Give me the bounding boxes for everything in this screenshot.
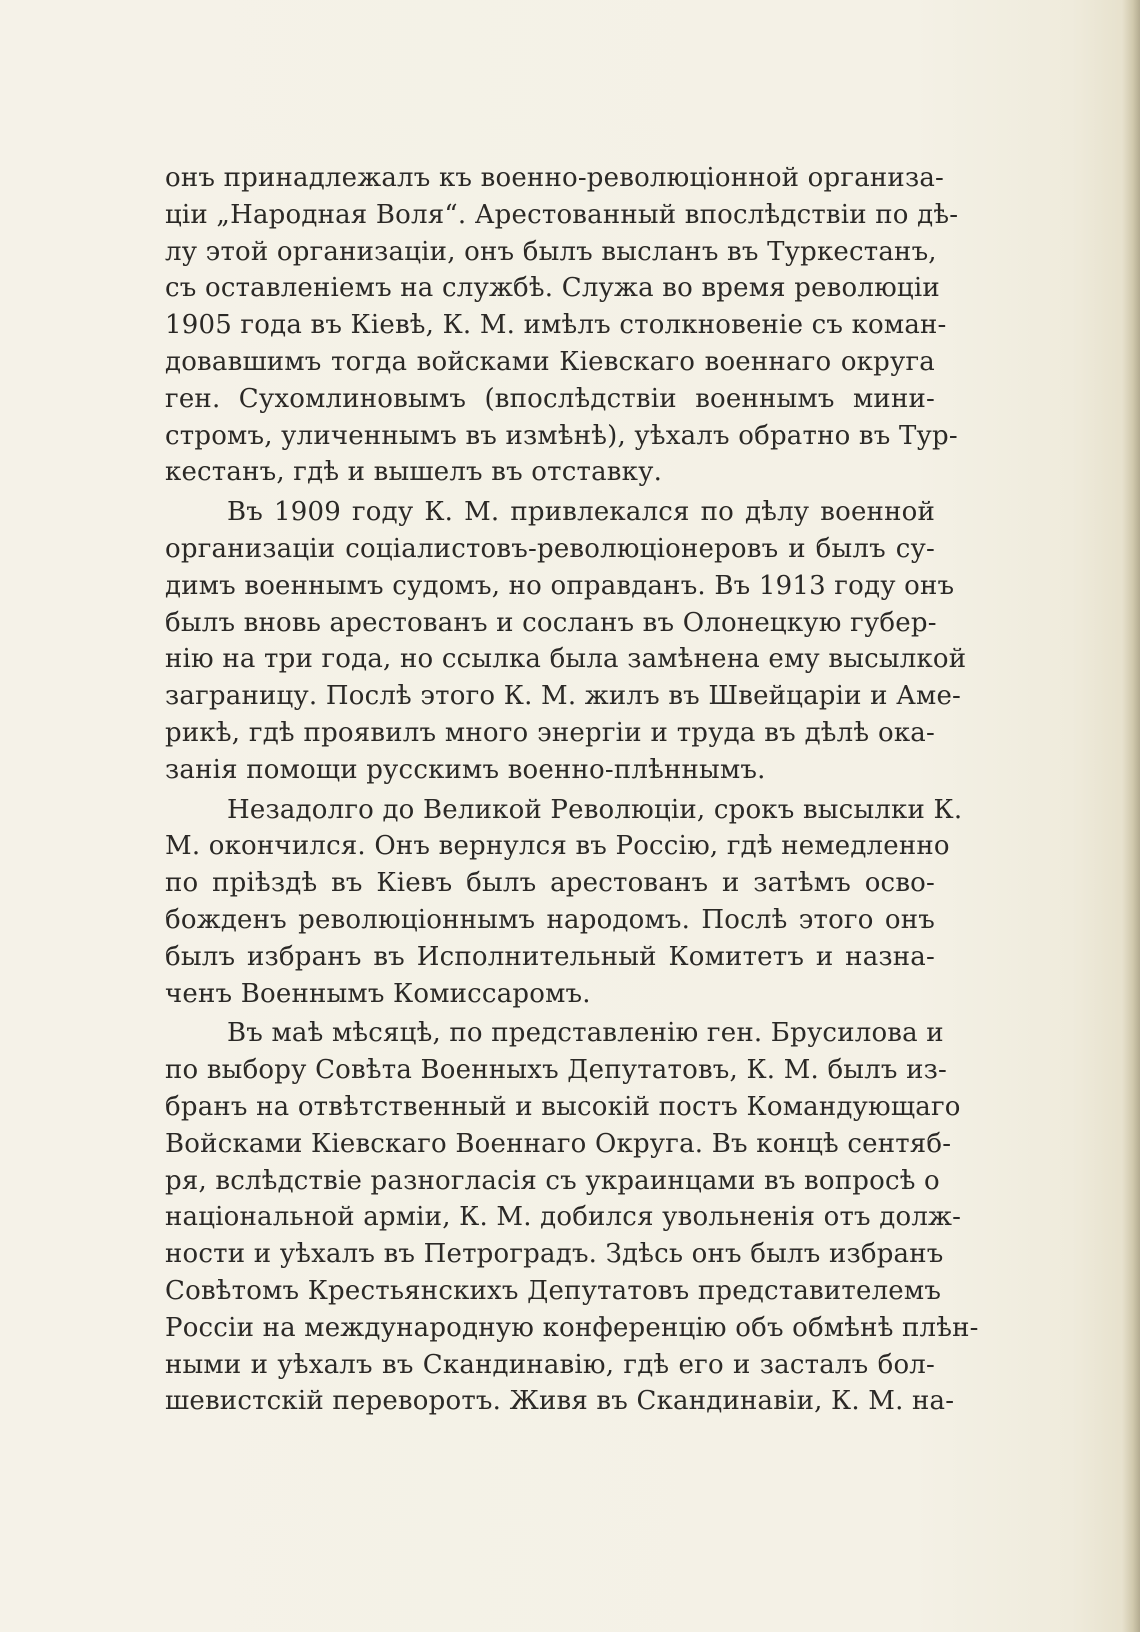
text-line: ченъ Военнымъ Комиссаромъ. <box>165 978 591 1009</box>
text-line: ными и уѣхалъ въ Скандинавію, гдѣ его и засталъ бол- <box>165 1349 935 1380</box>
text-line: бранъ на отвѣтственный и высокій постъ Командующаго <box>165 1091 961 1122</box>
text-line: по выбору Совѣта Военныхъ Депутатовъ, К. М. былъ из- <box>165 1055 948 1086</box>
text-line: занія помощи русскимъ военно-плѣннымъ. <box>165 754 766 785</box>
text-line: ности и уѣхалъ въ Петроградъ. Здѣсь онъ былъ избранъ <box>165 1239 944 1270</box>
text-line: довавшимъ тогда войсками Кіевскаго военнаго округа <box>165 346 935 377</box>
text-line: съ оставленіемъ на службѣ. Служа во время революціи <box>165 273 940 304</box>
text-line: по пріѣздѣ въ Кіевъ былъ арестованъ и затѣмъ осво- <box>165 868 935 899</box>
paragraph-4 <box>165 1015 979 1420</box>
text-line: димъ военнымъ судомъ, но оправданъ. Въ 1913 году онъ <box>165 570 955 601</box>
page-edge-shadow <box>1122 0 1140 1632</box>
text-line: ціи „Народная Воля“. Арестованный впослѣдствіи по дѣ- <box>165 199 959 230</box>
text-line: рикѣ, гдѣ проявилъ много энергіи и труда въ дѣлѣ ока- <box>165 717 935 748</box>
text-line: организаціи соціалистовъ-революціонеровъ и былъ су- <box>165 533 935 564</box>
text-line: Въ маѣ мѣсяцѣ, по представленію ген. Брусилова и <box>227 1018 944 1049</box>
text-line: лу этой организаціи, онъ былъ высланъ въ Туркестанъ, <box>165 236 937 267</box>
text-line: ген. Сухомлиновымъ (впослѣдствіи военнымъ мини- <box>165 383 935 414</box>
text-line: стромъ, уличеннымъ въ измѣнѣ), уѣхалъ обратно въ Тур- <box>165 420 958 451</box>
text-line: былъ избранъ въ Исполнительный Комитетъ и назна- <box>165 941 935 972</box>
paragraph-2 <box>165 494 967 788</box>
text-line: 1905 года въ Кіевѣ, К. М. имѣлъ столкновеніе съ коман- <box>165 310 947 341</box>
text-line: былъ вновь арестованъ и сосланъ въ Олонецкую губер- <box>165 607 937 638</box>
text-line: онъ принадлежалъ къ военно-революціонной организа- <box>165 163 945 193</box>
text-line: кестанъ, гдѣ и вышелъ въ отставку. <box>165 457 663 488</box>
text-line: Въ 1909 году К. М. привлекался по дѣлу военной <box>227 497 935 528</box>
paragraph-1 <box>165 160 959 491</box>
text-line: ря, вслѣдствіе разногласія съ украинцами въ вопросѣ о <box>165 1165 940 1196</box>
text-line: Войсками Кіевскаго Военнаго Округа. Въ концѣ сентяб- <box>165 1128 952 1159</box>
text-line: Незадолго до Великой Революціи, срокъ высылки К. <box>227 794 963 825</box>
text-line: нію на три года, но ссылка была замѣнена ему высылкой <box>165 644 967 675</box>
text-line: шевистскій переворотъ. Живя въ Скандинавіи, К. М. на- <box>165 1386 955 1417</box>
text-line: Россіи на международную конференцію объ обмѣнѣ плѣн- <box>165 1312 979 1343</box>
text-line: національной арміи, К. М. добился увольненія отъ долж- <box>165 1202 962 1233</box>
text-line: заграницу. Послѣ этого К. М. жилъ въ Швейцаріи и Аме- <box>165 681 962 712</box>
text-line: М. окончился. Онъ вернулся въ Россію, гдѣ немедленно <box>165 831 950 862</box>
body-text <box>165 160 979 1420</box>
text-line: божденъ революціоннымъ народомъ. Послѣ этого онъ <box>165 904 935 935</box>
text-line: Совѣтомъ Крестьянскихъ Депутатовъ представителемъ <box>165 1275 942 1306</box>
paragraph-3 <box>165 792 963 1013</box>
